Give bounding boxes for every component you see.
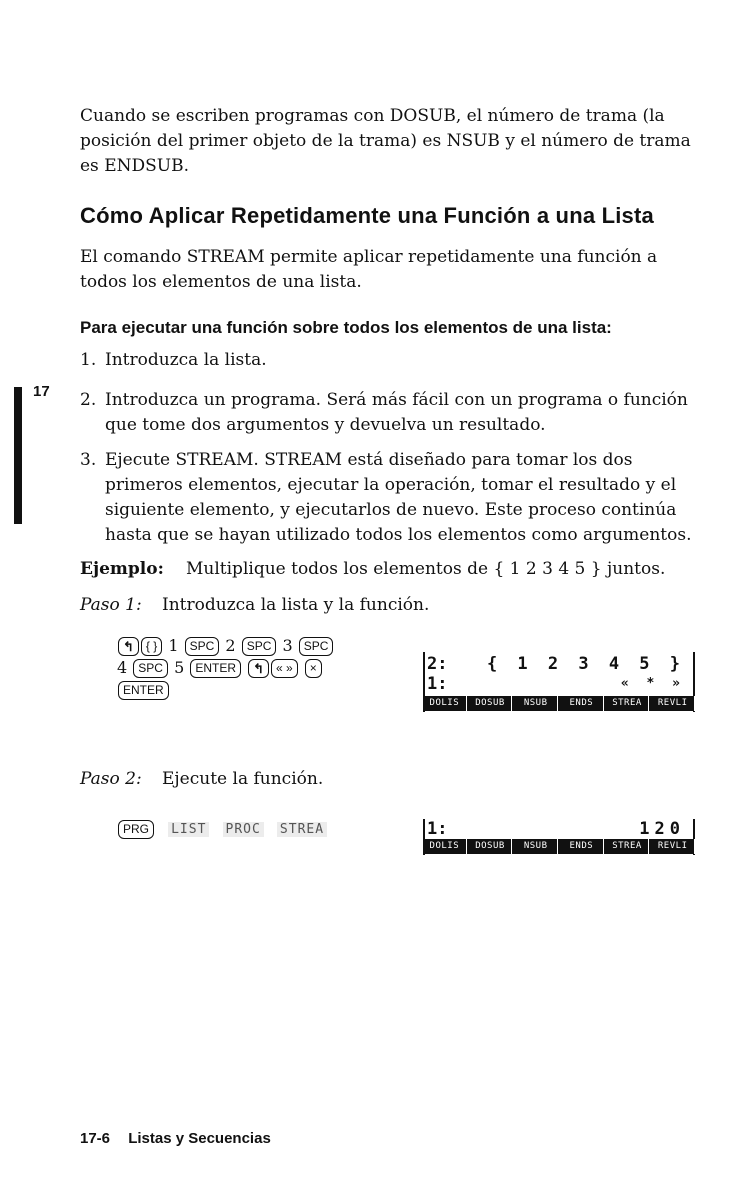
softkey-label: NSUB	[514, 839, 558, 854]
step-paso-1	[80, 593, 430, 618]
left-shift-arrow-icon: ↰	[248, 659, 269, 678]
softkey-menu	[423, 696, 695, 711]
stack-content: 120	[639, 819, 685, 839]
step-item	[80, 448, 700, 552]
stack-level-label: 1:	[427, 674, 448, 694]
digit: 2	[225, 636, 236, 655]
digit: 1	[168, 636, 179, 655]
program-delimiter-key: « »	[271, 659, 298, 678]
stack-level-label: 1:	[427, 819, 448, 839]
spc-key: SPC	[299, 637, 334, 656]
step-item	[80, 348, 700, 374]
paso-label: Paso 1:	[80, 595, 142, 615]
softkey-label: REVLI	[651, 839, 695, 854]
enter-key: ENTER	[190, 659, 241, 678]
braces-key: { }	[141, 637, 162, 656]
intro-paragraph: Cuando se escriben programas con DOSUB, el número de trama (la posición del primer objeto de la trama) es NSUB y el número de trama es ENDSUB.	[80, 106, 691, 176]
digit: 3	[282, 636, 293, 655]
stack-level-1	[427, 819, 689, 839]
menu-key-strea: STREA	[277, 822, 327, 837]
calculator-screen-2	[423, 819, 695, 855]
procedure-heading: Para ejecutar una función sobre todos los elementos de una lista:	[80, 318, 612, 337]
keystroke-row	[117, 680, 170, 700]
softkey-label: DOSUB	[469, 839, 513, 854]
step-text: Ejecute STREAM. STREAM está diseñado para tomar los dos primeros elementos, ejecutar la operación, tomar el resultado y el siguiente elemento, y ejecutarlos de nuevo. Este proceso continúa hasta que se hayan utilizado todos los elementos como argumentos.	[105, 450, 692, 545]
multiply-key: ×	[305, 659, 322, 678]
paso-text: Ejecute la función.	[162, 769, 324, 789]
example-line	[80, 557, 730, 582]
digit: 4	[117, 658, 128, 677]
spc-key: SPC	[242, 637, 277, 656]
chapter-title: Listas y Secuencias	[128, 1130, 271, 1147]
stack-level-2	[427, 654, 689, 674]
step-number: 2.	[80, 390, 97, 410]
paso-text: Introduzca la lista y la función.	[162, 595, 430, 615]
softkey-label: NSUB	[514, 696, 558, 711]
page-footer	[80, 1130, 271, 1147]
chapter-marker-bar	[14, 387, 22, 524]
step-item	[80, 388, 700, 440]
step-number: 1.	[80, 350, 97, 370]
chapter-tab-number: 17	[33, 383, 50, 400]
example-label: Ejemplo:	[80, 559, 164, 579]
prg-key: PRG	[118, 820, 154, 839]
example-text: Multiplique todos los elementos de { 1 2 3 4 5 } juntos.	[186, 559, 666, 579]
stack-level-1	[427, 674, 689, 694]
stack-level-label: 2:	[427, 654, 448, 674]
softkey-label: DOSUB	[469, 696, 513, 711]
softkey-label: ENDS	[560, 696, 604, 711]
softkey-label: REVLI	[651, 696, 695, 711]
softkey-label: ENDS	[560, 839, 604, 854]
left-shift-arrow-icon: ↰	[118, 637, 139, 656]
stack-content: « * »	[620, 676, 685, 691]
step-text: Introduzca un programa. Será más fácil con un programa o función que tome dos argumentos y devuelva un resultado.	[105, 390, 688, 435]
spc-key: SPC	[133, 659, 168, 678]
step-paso-2	[80, 767, 324, 792]
step-text: Introduzca la lista.	[105, 350, 267, 370]
softkey-label: DOLIS	[423, 839, 467, 854]
keystroke-row	[117, 819, 327, 839]
page-number: 17-6	[80, 1130, 111, 1147]
paso-label: Paso 2:	[80, 769, 142, 789]
digit: 5	[174, 658, 185, 677]
menu-key-list: LIST	[168, 822, 209, 837]
menu-key-proc: PROC	[223, 822, 264, 837]
softkey-label: STREA	[606, 839, 650, 854]
keystroke-row	[117, 636, 334, 656]
calculator-screen-1	[423, 652, 695, 712]
spc-key: SPC	[185, 637, 220, 656]
step-number: 3.	[80, 450, 97, 470]
softkey-menu	[423, 839, 695, 854]
keystroke-row	[117, 658, 323, 678]
enter-key: ENTER	[118, 681, 169, 700]
softkey-label: DOLIS	[423, 696, 467, 711]
section-heading: Cómo Aplicar Repetidamente una Función a una Lista	[80, 203, 654, 228]
stream-paragraph: El comando STREAM permite aplicar repetidamente una función a todos los elementos de una lista.	[80, 247, 658, 292]
stack-content: { 1 2 3 4 5 }	[486, 654, 685, 674]
softkey-label: STREA	[606, 696, 650, 711]
